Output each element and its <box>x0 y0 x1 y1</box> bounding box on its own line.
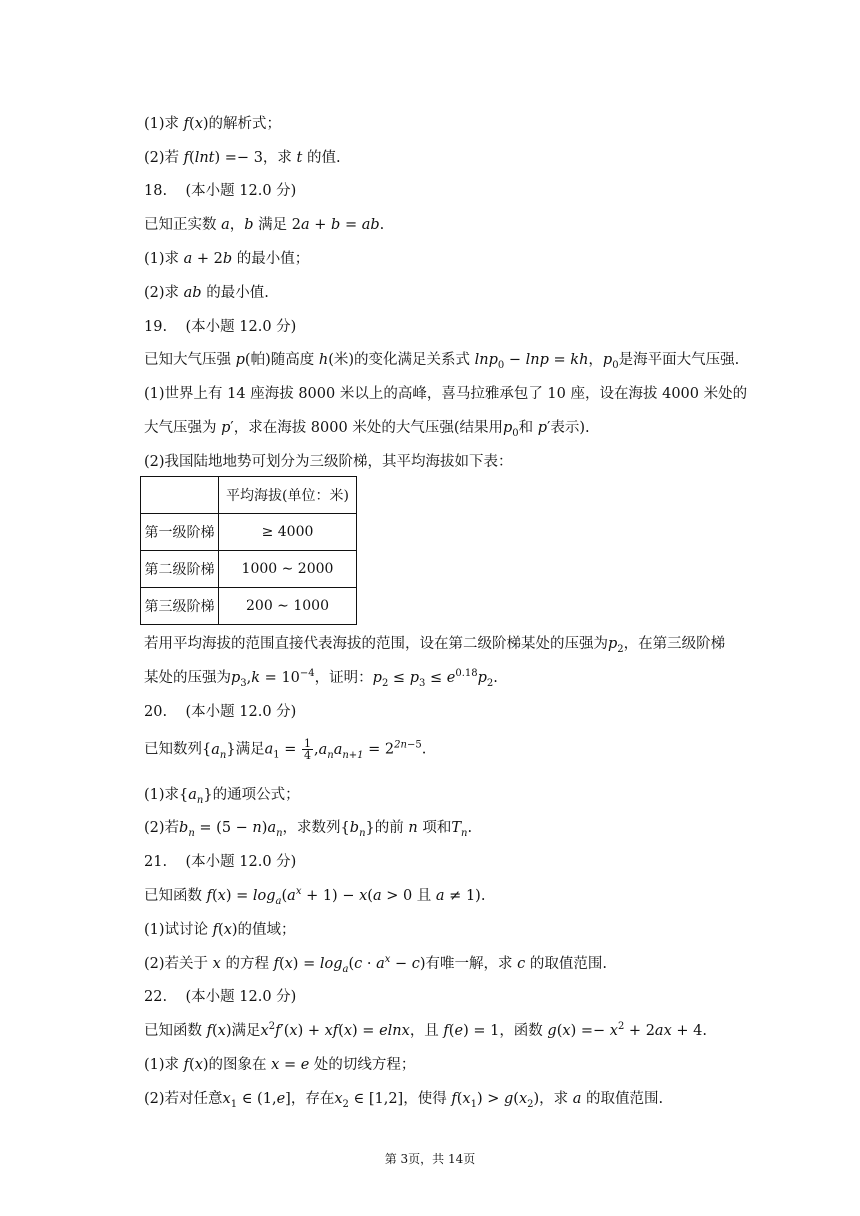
q21-part1: (1)试讨论 f(x)的值域； <box>144 922 296 938</box>
page-footer: 第 3页，共 14页 <box>384 1152 476 1166</box>
table-cell: 第三级阶梯 <box>141 588 219 625</box>
table-row <box>141 551 357 588</box>
q21-part2: (2)若关于 x 的方程 $f(x) = \log_a(c \cdot a^x - c)$有唯一解，求 c 的取值范围. <box>144 954 607 975</box>
q19-part2-line2: 某处的压强为$p_3,k = 10^{-4}$，证明：$p_2 \le p_3 \le e^{0.18}p_2$. <box>144 668 498 689</box>
q18-part1: (1)求 a + 2b 的最小值； <box>144 251 310 267</box>
q19-part1-line2: 大气压强为 p′，求在海拔 8000 米处的大气压强(结果用$p_0$和 p′表示). <box>144 420 590 439</box>
table-cell: 第一级阶梯 <box>141 514 219 551</box>
q19-part2-line1: 若用平均海拔的范围直接代表海拔的范围，设在第二级阶梯某处的压强为$p_2$，在第三级阶梯 <box>144 636 726 655</box>
q17-part1: (1)求 f(x)的解析式； <box>144 116 282 132</box>
table-header-row <box>141 477 357 514</box>
fraction-one-quarter: $\frac{1}{4}$ <box>303 737 311 762</box>
q21-stem: 已知函数 $f(x) = \log_a(a^x + 1) - x(a > 0$ 且 a ≠ 1). <box>144 886 486 907</box>
table-cell: 第二级阶梯 <box>141 551 219 588</box>
q19-part1-line1: (1)世界上有 14 座海拔 8000 米以上的高峰，喜马拉雅承包了 10 座，设在海拔 4000 米处的 <box>144 386 748 402</box>
table-header-cell <box>141 477 219 514</box>
q19-header: 19. (本小题 12.0 分) <box>144 319 297 335</box>
table-cell: 200 ∼ 1000 <box>219 588 357 625</box>
q22-part1: (1)求 f(x)的图象在 x = e 处的切线方程； <box>144 1057 416 1073</box>
q20-part1: (1)求$\{a_n\}$的通项公式； <box>144 787 300 806</box>
q20-part2: (2)若$b_n = (5 - n)a_n$，求数列$\{b_n\}$的前 n 项和$T_n$. <box>144 820 473 839</box>
q22-part2: (2)若对任意$x_1$ ∈ (1,e]，存在$x_2$ ∈ [1,2]，使得 $f(x_1) > g(x_2)$，求 a 的取值范围. <box>144 1091 664 1110</box>
q20-header: 20. (本小题 12.0 分) <box>144 704 297 720</box>
q21-header: 21. (本小题 12.0 分) <box>144 854 297 870</box>
table-row <box>141 514 357 551</box>
table-header-cell: 平均海拔(单位：米) <box>219 477 357 514</box>
q18-part2: (2)求 ab 的最小值. <box>144 285 269 301</box>
altitude-table <box>140 476 357 625</box>
q18-header: 18. (本小题 12.0 分) <box>144 183 297 199</box>
q18-stem: 已知正实数 a，b 满足 2a + b = ab. <box>144 217 385 233</box>
table-row <box>141 588 357 625</box>
table-cell: 1000 ∼ 2000 <box>219 551 357 588</box>
q22-stem: 已知函数 f(x)满足$x^2f'(x) + xf(x) = elnx$，且 f(e) = 1，函数 $g(x) =- x^2 + 2ax + 4$. <box>144 1021 707 1039</box>
q20-stem: 已知数列$\{a_n\}$满足$a_1$ = $\frac{1}{4}$ $,a_na_{n+1} = 2^{2n-5}$. <box>144 737 427 762</box>
table-cell: ≥ 4000 <box>219 514 357 551</box>
q22-header: 22. (本小题 12.0 分) <box>144 989 297 1005</box>
q17-part2: (2)若 f(lnt) =− 3，求 t 的值. <box>144 150 341 166</box>
q19-part2-intro: (2)我国陆地地势可划分为三级阶梯，其平均海拔如下表： <box>144 454 513 470</box>
q19-stem: 已知大气压强 p(帕)随高度 h(米)的变化满足关系式 lnp$_0$ − lnp = kh，$p_0$是海平面大气压强. <box>144 352 740 371</box>
